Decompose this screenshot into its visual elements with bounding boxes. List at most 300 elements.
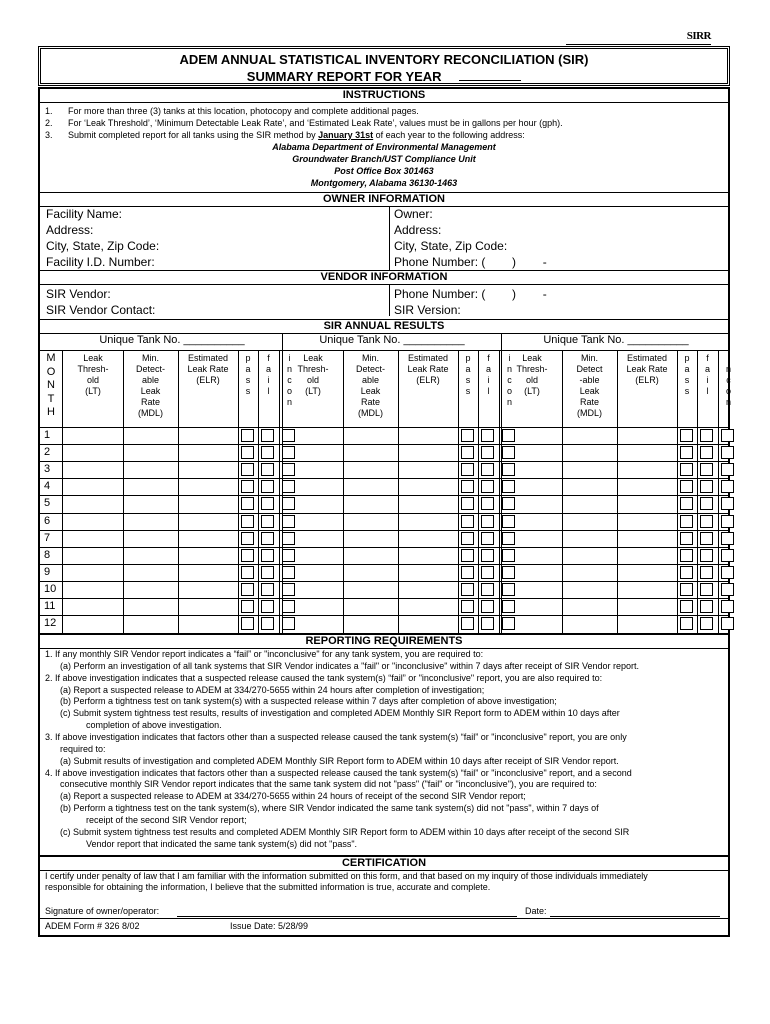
result-checkbox[interactable] xyxy=(700,566,713,579)
col-header-line: a xyxy=(245,364,251,374)
result-checkbox[interactable] xyxy=(700,480,713,493)
result-input-cell[interactable] xyxy=(64,428,122,443)
owner-address-field[interactable]: Address: xyxy=(394,223,442,237)
result-checkbox[interactable] xyxy=(721,446,734,459)
result-checkbox[interactable] xyxy=(700,532,713,545)
result-checkbox[interactable] xyxy=(241,480,254,493)
result-input-cell[interactable] xyxy=(503,496,561,511)
result-checkbox[interactable] xyxy=(680,549,693,562)
result-checkbox[interactable] xyxy=(481,532,494,545)
vendor-heading: VENDOR INFORMATION xyxy=(40,270,728,285)
result-checkbox[interactable] xyxy=(680,515,693,528)
facility-name-field[interactable]: Facility Name: xyxy=(46,207,123,221)
col-header-fail xyxy=(258,353,279,397)
result-input-cell[interactable] xyxy=(124,445,177,460)
col-header-line: Rate xyxy=(579,397,599,407)
sir-version-field[interactable]: SIR Version: xyxy=(394,303,461,317)
requirement-line: (a) Perform an investigation of all tank systems that SIR Vendor indicates a "fail" or "inconclusive" within 7 days after receipt of SIR Vendor report. xyxy=(60,660,640,671)
result-checkbox[interactable] xyxy=(481,617,494,630)
sir-vendor-contact-field[interactable]: SIR Vendor Contact: xyxy=(46,303,156,317)
result-input-cell[interactable] xyxy=(284,514,342,529)
result-input-cell[interactable] xyxy=(399,445,457,460)
certification-text-1: I certify under penalty of law that I am familiar with the information submitted on this form, and that based on my inquiry of those individuals immediately xyxy=(45,871,648,881)
result-checkbox[interactable] xyxy=(241,566,254,579)
result-input-cell[interactable] xyxy=(344,531,397,546)
result-input-cell[interactable] xyxy=(344,445,397,460)
result-input-cell[interactable] xyxy=(563,531,616,546)
result-input-cell[interactable] xyxy=(399,428,457,443)
result-input-cell[interactable] xyxy=(344,479,397,494)
result-checkbox[interactable] xyxy=(680,566,693,579)
col-header-pass xyxy=(677,353,697,397)
result-checkbox[interactable] xyxy=(680,617,693,630)
month-number: 10 xyxy=(44,582,57,595)
result-input-cell[interactable] xyxy=(124,565,177,580)
result-input-cell[interactable] xyxy=(563,599,616,614)
col-header-line: Thresh- xyxy=(77,364,109,374)
result-checkbox[interactable] xyxy=(680,463,693,476)
main-form xyxy=(38,87,730,937)
result-input-cell[interactable] xyxy=(124,599,177,614)
col-header-line: l xyxy=(706,386,709,396)
address-line-3: Post Office Box 301463 xyxy=(334,166,434,176)
result-checkbox[interactable] xyxy=(481,463,494,476)
result-input-cell[interactable] xyxy=(344,462,397,477)
result-checkbox[interactable] xyxy=(721,515,734,528)
result-checkbox[interactable] xyxy=(700,617,713,630)
result-input-cell[interactable] xyxy=(344,428,397,443)
result-checkbox[interactable] xyxy=(261,463,274,476)
result-input-cell[interactable] xyxy=(344,514,397,529)
date-line[interactable] xyxy=(550,916,720,917)
result-input-cell[interactable] xyxy=(179,496,237,511)
result-checkbox[interactable] xyxy=(461,532,474,545)
result-input-cell[interactable] xyxy=(563,565,616,580)
result-checkbox[interactable] xyxy=(261,497,274,510)
col-header-line: n xyxy=(725,397,731,407)
date-label: Date: xyxy=(525,906,547,916)
result-checkbox[interactable] xyxy=(680,532,693,545)
result-input-cell[interactable] xyxy=(399,582,457,597)
result-input-cell[interactable] xyxy=(344,548,397,563)
result-checkbox[interactable] xyxy=(680,429,693,442)
result-checkbox[interactable] xyxy=(461,463,474,476)
month-number: 9 xyxy=(44,565,51,578)
result-checkbox[interactable] xyxy=(461,583,474,596)
result-input-cell[interactable] xyxy=(344,616,397,631)
col-header-lt xyxy=(502,353,562,397)
result-input-cell[interactable] xyxy=(503,514,561,529)
result-checkbox[interactable] xyxy=(261,480,274,493)
result-checkbox[interactable] xyxy=(700,463,713,476)
sir-vendor-field[interactable]: SIR Vendor: xyxy=(46,287,111,301)
col-header-line: Rate xyxy=(360,397,380,407)
requirement-line: completion of above investigation. xyxy=(86,720,222,731)
col-header-line: a xyxy=(265,364,271,374)
result-checkbox[interactable] xyxy=(241,429,254,442)
result-checkbox[interactable] xyxy=(241,515,254,528)
result-input-cell[interactable] xyxy=(503,565,561,580)
result-checkbox[interactable] xyxy=(461,515,474,528)
result-checkbox[interactable] xyxy=(461,617,474,630)
result-checkbox[interactable] xyxy=(700,429,713,442)
result-input-cell[interactable] xyxy=(64,445,122,460)
result-checkbox[interactable] xyxy=(700,583,713,596)
result-checkbox[interactable] xyxy=(261,515,274,528)
result-input-cell[interactable] xyxy=(284,479,342,494)
result-input-cell[interactable] xyxy=(618,531,676,546)
result-input-cell[interactable] xyxy=(399,599,457,614)
col-header-line: Leak xyxy=(579,386,600,396)
requirement-line: (a) Submit results of investigation and completed ADEM Monthly SIR Report form to ADEM within 10 days after receipt of SIR Vendor report. xyxy=(60,755,619,766)
result-checkbox[interactable] xyxy=(721,497,734,510)
result-input-cell[interactable] xyxy=(284,565,342,580)
col-header-line: (MDL) xyxy=(577,408,602,418)
result-input-cell[interactable] xyxy=(399,531,457,546)
col-header-lt xyxy=(283,353,343,397)
result-input-cell[interactable] xyxy=(64,582,122,597)
result-checkbox[interactable] xyxy=(721,600,734,613)
col-header-line: s xyxy=(465,386,471,396)
result-input-cell[interactable] xyxy=(179,616,237,631)
col-header-line: s xyxy=(245,375,251,385)
result-checkbox[interactable] xyxy=(261,600,274,613)
col-header-line: n xyxy=(286,364,292,374)
result-checkbox[interactable] xyxy=(481,446,494,459)
month-number: 3 xyxy=(44,463,51,476)
result-checkbox[interactable] xyxy=(700,600,713,613)
result-input-cell[interactable] xyxy=(179,548,237,563)
col-header-fail xyxy=(478,353,499,397)
instruction-text-3: Submit completed report for all tanks using the SIR method by January 31st of each year to the following address: xyxy=(68,130,525,140)
result-input-cell[interactable] xyxy=(503,479,561,494)
result-checkbox[interactable] xyxy=(481,429,494,442)
result-input-cell[interactable] xyxy=(563,445,616,460)
address-line-1: Alabama Department of Environmental Management xyxy=(272,142,496,152)
result-input-cell[interactable] xyxy=(284,428,342,443)
facility-id-field[interactable]: Facility I.D. Number: xyxy=(46,255,155,269)
result-input-cell[interactable] xyxy=(64,599,122,614)
result-input-cell[interactable] xyxy=(284,599,342,614)
result-input-cell[interactable] xyxy=(124,479,177,494)
result-input-cell[interactable] xyxy=(503,616,561,631)
col-header-line: Rate xyxy=(140,397,160,407)
form-number: ADEM Form # 326 8/02 xyxy=(45,921,140,931)
result-input-cell[interactable] xyxy=(618,462,676,477)
result-input-cell[interactable] xyxy=(284,462,342,477)
result-input-cell[interactable] xyxy=(64,531,122,546)
result-input-cell[interactable] xyxy=(64,616,122,631)
col-header-line: Estimated xyxy=(626,353,668,363)
col-header-line: old xyxy=(86,375,99,385)
result-input-cell[interactable] xyxy=(64,479,122,494)
instruction-text-2: For ‘Leak Threshold’, ‘Minimum Detectable Leak Rate’, and ‘Estimated Leak Rate’, values must be in gallons per hour (gph). xyxy=(68,118,563,128)
result-checkbox[interactable] xyxy=(721,463,734,476)
result-input-cell[interactable] xyxy=(503,548,561,563)
result-checkbox[interactable] xyxy=(700,515,713,528)
title-line-1: ADEM ANNUAL STATISTICAL INVENTORY RECONCILIATION (SIR) xyxy=(179,52,589,67)
result-checkbox[interactable] xyxy=(721,480,734,493)
col-header-elr xyxy=(617,353,677,386)
result-input-cell[interactable] xyxy=(284,531,342,546)
result-input-cell[interactable] xyxy=(284,582,342,597)
requirement-line: (b) Perform a tightness test on tank system(s) with a suspected release within 7 days after completion of above investigation; xyxy=(60,696,557,707)
result-input-cell[interactable] xyxy=(618,565,676,580)
result-input-cell[interactable] xyxy=(618,548,676,563)
result-checkbox[interactable] xyxy=(481,566,494,579)
result-checkbox[interactable] xyxy=(721,566,734,579)
result-input-cell[interactable] xyxy=(179,445,237,460)
col-header-line: n xyxy=(506,364,512,374)
result-input-cell[interactable] xyxy=(179,428,237,443)
col-header-line: Min. xyxy=(141,353,159,363)
address-line-2: Groundwater Branch/UST Compliance Unit xyxy=(292,154,476,164)
result-input-cell[interactable] xyxy=(284,616,342,631)
col-header-line: Leak xyxy=(360,386,381,396)
month-letter: H xyxy=(47,406,55,418)
result-input-cell[interactable] xyxy=(618,582,676,597)
col-header-line: -able xyxy=(579,375,600,385)
result-input-cell[interactable] xyxy=(399,616,457,631)
result-input-cell[interactable] xyxy=(563,479,616,494)
result-input-cell[interactable] xyxy=(64,548,122,563)
result-checkbox[interactable] xyxy=(721,583,734,596)
result-input-cell[interactable] xyxy=(503,445,561,460)
col-header-pass xyxy=(238,353,258,397)
result-input-cell[interactable] xyxy=(399,496,457,511)
requirement-line: (a) Report a suspected release to ADEM at 334/270-5655 within 24 hours after completion of investigation; xyxy=(60,684,485,695)
result-input-cell[interactable] xyxy=(344,496,397,511)
result-input-cell[interactable] xyxy=(563,548,616,563)
result-checkbox[interactable] xyxy=(680,497,693,510)
title-year-label: SUMMARY REPORT FOR YEAR xyxy=(246,69,442,84)
result-checkbox[interactable] xyxy=(261,549,274,562)
result-input-cell[interactable] xyxy=(618,514,676,529)
result-input-cell[interactable] xyxy=(179,565,237,580)
col-header-line: f xyxy=(487,353,490,363)
result-checkbox[interactable] xyxy=(241,549,254,562)
result-input-cell[interactable] xyxy=(618,479,676,494)
owner-phone-field[interactable]: Phone Number: ( ) - xyxy=(394,255,547,269)
col-header-line: (LT) xyxy=(524,386,540,396)
month-number: 6 xyxy=(44,514,51,527)
result-input-cell[interactable] xyxy=(284,496,342,511)
result-input-cell[interactable] xyxy=(563,496,616,511)
result-input-cell[interactable] xyxy=(344,582,397,597)
result-input-cell[interactable] xyxy=(344,565,397,580)
month-number: 12 xyxy=(44,617,57,630)
result-checkbox[interactable] xyxy=(241,463,254,476)
reporting-heading: REPORTING REQUIREMENTS xyxy=(40,633,728,649)
result-checkbox[interactable] xyxy=(261,446,274,459)
facility-city-field[interactable]: City, State, Zip Code: xyxy=(46,239,160,253)
result-checkbox[interactable] xyxy=(241,617,254,630)
col-header-line: i xyxy=(508,353,511,363)
result-checkbox[interactable] xyxy=(700,549,713,562)
result-input-cell[interactable] xyxy=(124,616,177,631)
result-input-cell[interactable] xyxy=(503,428,561,443)
result-checkbox[interactable] xyxy=(721,429,734,442)
result-input-cell[interactable] xyxy=(179,582,237,597)
result-checkbox[interactable] xyxy=(261,617,274,630)
col-header-line: c xyxy=(287,375,292,385)
col-header-line: i xyxy=(288,353,291,363)
result-checkbox[interactable] xyxy=(461,429,474,442)
result-input-cell[interactable] xyxy=(124,548,177,563)
result-input-cell[interactable] xyxy=(618,599,676,614)
result-checkbox[interactable] xyxy=(261,532,274,545)
result-input-cell[interactable] xyxy=(399,479,457,494)
col-header-line: Leak xyxy=(303,353,323,363)
result-checkbox[interactable] xyxy=(461,600,474,613)
result-input-cell[interactable] xyxy=(124,582,177,597)
result-checkbox[interactable] xyxy=(241,532,254,545)
tank-number-label-1[interactable]: Unique Tank No. __________ xyxy=(99,334,245,346)
result-input-cell[interactable] xyxy=(503,531,561,546)
title-line-2 xyxy=(41,68,727,84)
result-input-cell[interactable] xyxy=(563,582,616,597)
result-checkbox[interactable] xyxy=(461,480,474,493)
col-header-line: Leak Rate xyxy=(626,364,668,374)
result-checkbox[interactable] xyxy=(481,515,494,528)
result-checkbox[interactable] xyxy=(721,549,734,562)
result-checkbox[interactable] xyxy=(680,480,693,493)
col-header-line: able xyxy=(141,375,159,385)
requirement-line: 1. If any monthly SIR Vendor report indicates a “fail” or "inconclusive" for any tank system, you are required to: xyxy=(45,649,484,659)
tank-number-label-2[interactable]: Unique Tank No. __________ xyxy=(319,334,465,346)
col-header-line: Thresh- xyxy=(516,364,548,374)
result-input-cell[interactable] xyxy=(179,599,237,614)
result-checkbox[interactable] xyxy=(241,446,254,459)
result-checkbox[interactable] xyxy=(461,446,474,459)
col-header-line: o xyxy=(725,386,731,396)
result-checkbox[interactable] xyxy=(721,532,734,545)
result-input-cell[interactable] xyxy=(618,428,676,443)
col-header-line: Detect xyxy=(576,364,603,374)
col-header-line: n xyxy=(725,364,731,374)
result-checkbox[interactable] xyxy=(261,566,274,579)
certification-text-2: responsible for obtaining the information, I believe that the submitted information is true, accurate and complete. xyxy=(45,882,491,892)
result-checkbox[interactable] xyxy=(680,600,693,613)
result-input-cell[interactable] xyxy=(179,479,237,494)
col-header-lt xyxy=(63,353,123,397)
result-input-cell[interactable] xyxy=(124,531,177,546)
requirement-line: receipt of the second SIR Vendor report; xyxy=(86,814,247,825)
col-header-line: f xyxy=(706,353,709,363)
col-header-line: Min. xyxy=(361,353,379,363)
result-checkbox[interactable] xyxy=(481,497,494,510)
result-checkbox[interactable] xyxy=(700,446,713,459)
result-checkbox[interactable] xyxy=(700,497,713,510)
instruction-num-1: 1. xyxy=(45,106,53,116)
result-input-cell[interactable] xyxy=(64,496,122,511)
col-header-line: i xyxy=(267,375,270,385)
result-input-cell[interactable] xyxy=(399,514,457,529)
result-input-cell[interactable] xyxy=(563,616,616,631)
result-input-cell[interactable] xyxy=(563,428,616,443)
month-number: 5 xyxy=(44,497,51,510)
result-input-cell[interactable] xyxy=(503,462,561,477)
result-input-cell[interactable] xyxy=(618,445,676,460)
result-input-cell[interactable] xyxy=(503,599,561,614)
tank-number-label-3[interactable]: Unique Tank No. __________ xyxy=(543,334,689,346)
month-letter: T xyxy=(47,392,55,405)
result-checkbox[interactable] xyxy=(680,446,693,459)
owner-field[interactable]: Owner: xyxy=(394,207,433,221)
col-header-line: Detect- xyxy=(135,364,165,374)
month-number: 4 xyxy=(44,480,51,493)
col-header-line: a xyxy=(684,364,690,374)
col-header-line: Min. xyxy=(580,353,598,363)
col-header-line: able xyxy=(361,375,379,385)
result-checkbox[interactable] xyxy=(721,617,734,630)
results-heading: SIR ANNUAL RESULTS xyxy=(40,319,728,334)
result-checkbox[interactable] xyxy=(261,583,274,596)
col-header-line: old xyxy=(525,375,538,385)
result-input-cell[interactable] xyxy=(124,428,177,443)
result-checkbox[interactable] xyxy=(680,583,693,596)
result-input-cell[interactable] xyxy=(124,514,177,529)
result-checkbox[interactable] xyxy=(241,583,254,596)
result-input-cell[interactable] xyxy=(563,514,616,529)
vendor-phone-field[interactable]: Phone Number: ( ) - xyxy=(394,287,547,301)
result-checkbox[interactable] xyxy=(481,549,494,562)
result-input-cell[interactable] xyxy=(618,496,676,511)
result-input-cell[interactable] xyxy=(284,548,342,563)
result-checkbox[interactable] xyxy=(261,429,274,442)
result-checkbox[interactable] xyxy=(241,497,254,510)
year-field[interactable] xyxy=(459,68,521,81)
result-checkbox[interactable] xyxy=(461,566,474,579)
requirement-line: (a) Report a suspected release to ADEM at 334/270-5655 within 24 hours of receipt of the second SIR Vendor report; xyxy=(60,791,526,802)
col-header-line: n xyxy=(506,397,512,407)
result-input-cell[interactable] xyxy=(503,582,561,597)
col-header-line: (ELR) xyxy=(196,375,220,385)
result-input-cell[interactable] xyxy=(124,496,177,511)
result-checkbox[interactable] xyxy=(481,480,494,493)
result-input-cell[interactable] xyxy=(124,462,177,477)
result-input-cell[interactable] xyxy=(179,514,237,529)
col-header-mdl xyxy=(562,353,617,419)
result-input-cell[interactable] xyxy=(179,531,237,546)
col-header-line: l xyxy=(267,386,270,396)
signature-line[interactable] xyxy=(177,916,517,917)
result-input-cell[interactable] xyxy=(64,514,122,529)
result-input-cell[interactable] xyxy=(399,548,457,563)
result-checkbox[interactable] xyxy=(481,583,494,596)
result-checkbox[interactable] xyxy=(481,600,494,613)
result-checkbox[interactable] xyxy=(241,600,254,613)
result-input-cell[interactable] xyxy=(64,462,122,477)
result-input-cell[interactable] xyxy=(399,462,457,477)
result-input-cell[interactable] xyxy=(618,616,676,631)
owner-city-field[interactable]: City, State, Zip Code: xyxy=(394,239,508,253)
result-input-cell[interactable] xyxy=(284,445,342,460)
result-checkbox[interactable] xyxy=(461,497,474,510)
result-input-cell[interactable] xyxy=(179,462,237,477)
facility-address-field[interactable]: Address: xyxy=(46,223,94,237)
deadline-date: January 31st xyxy=(318,130,374,140)
result-checkbox[interactable] xyxy=(461,549,474,562)
result-input-cell[interactable] xyxy=(344,599,397,614)
result-input-cell[interactable] xyxy=(64,565,122,580)
result-input-cell[interactable] xyxy=(563,462,616,477)
result-input-cell[interactable] xyxy=(399,565,457,580)
col-header-line: f xyxy=(267,353,270,363)
col-header-line: (ELR) xyxy=(635,375,659,385)
col-header-line: i xyxy=(706,375,709,385)
month-letter: N xyxy=(47,379,55,391)
